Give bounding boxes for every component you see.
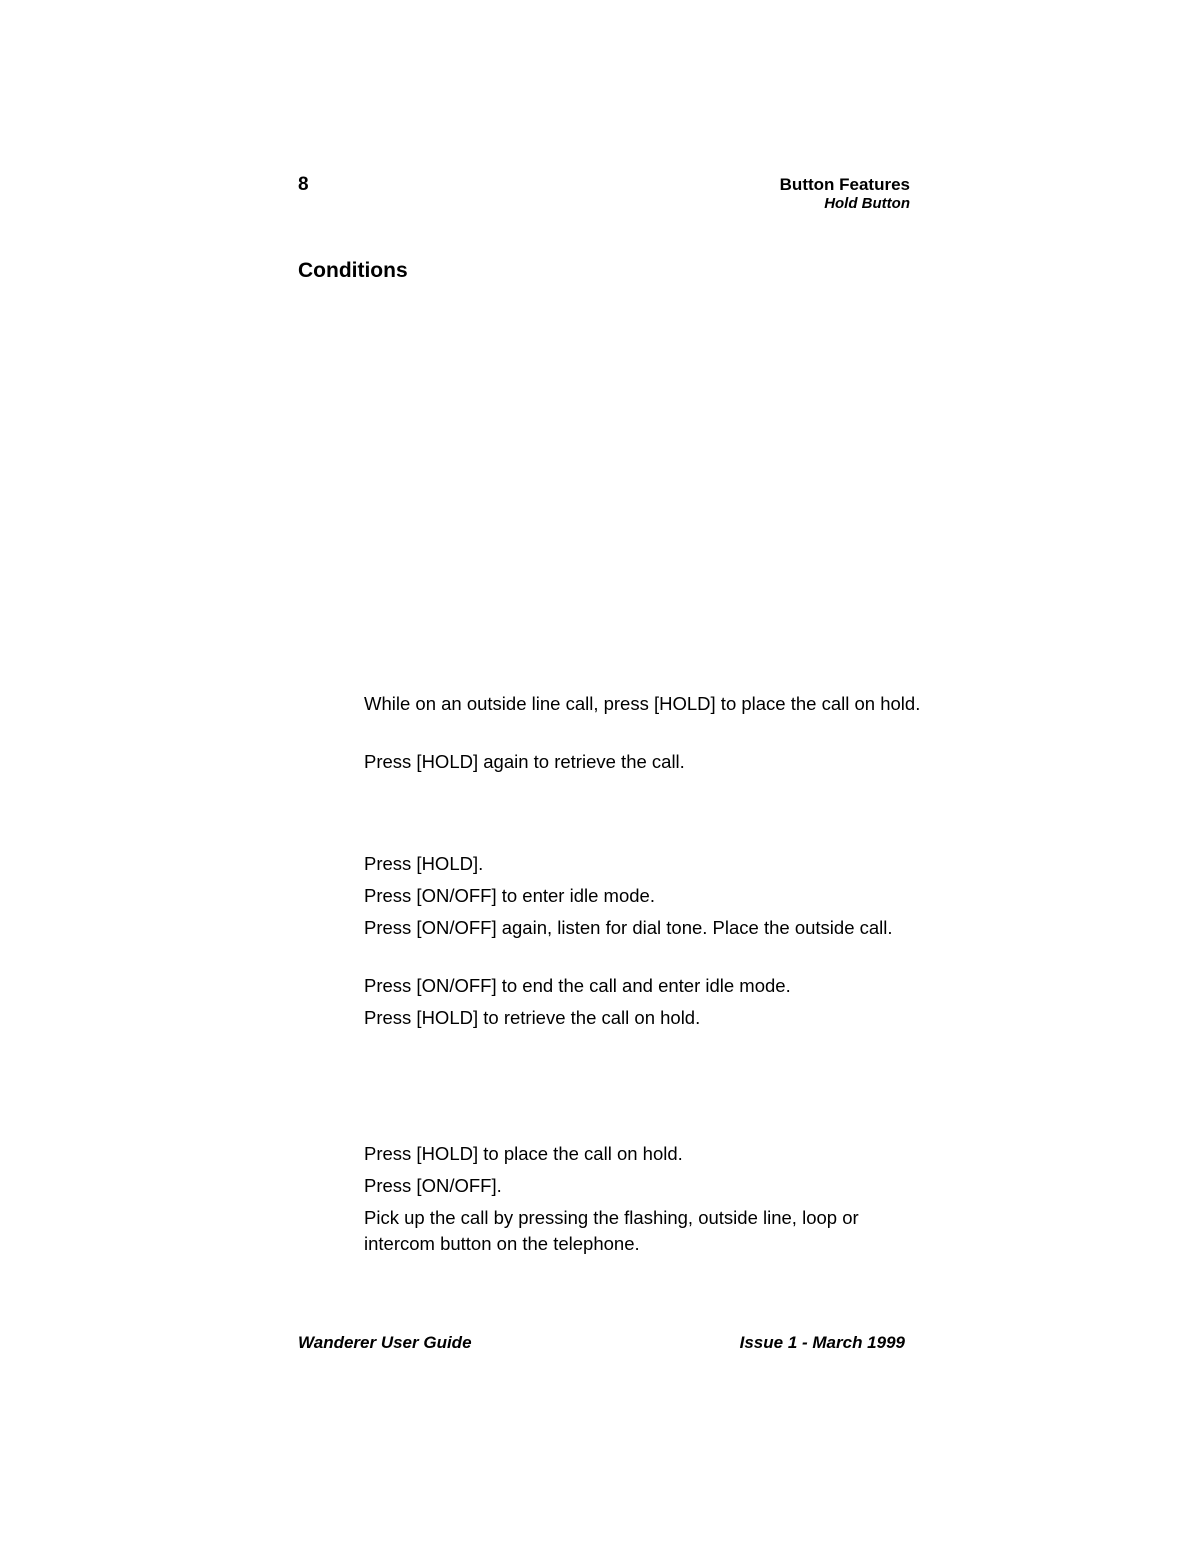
section-title: Hold Button (824, 195, 910, 212)
running-head (780, 175, 910, 213)
step-text: Press [HOLD] to place the call on hold. (364, 1143, 683, 1164)
footer-document-title: Wanderer User Guide (298, 1333, 472, 1352)
step-text: Press [HOLD] again to retrieve the call. (364, 751, 685, 772)
section-heading: Conditions (298, 259, 408, 282)
footer-issue-date: Issue 1 - March 1999 (739, 1333, 905, 1352)
step-text: Press [ON/OFF]. (364, 1175, 502, 1196)
step-text: Press [ON/OFF] to enter idle mode. (364, 885, 655, 906)
page-number: 8 (298, 174, 309, 195)
step-text: Press [ON/OFF] again, listen for dial tone. Place the outside call. (364, 917, 893, 938)
step-text: Press [ON/OFF] to end the call and enter idle mode. (364, 975, 791, 996)
step-text: Press [HOLD]. (364, 853, 484, 874)
chapter-title: Button Features (779, 175, 910, 194)
step-text: While on an outside line call, press [HOLD] to place the call on hold. (364, 693, 921, 714)
step-text: Press [HOLD] to retrieve the call on hold. (364, 1007, 701, 1028)
step-text: Pick up the call by pressing the flashing, outside line, loop or intercom button on the telephone. (364, 1207, 859, 1254)
